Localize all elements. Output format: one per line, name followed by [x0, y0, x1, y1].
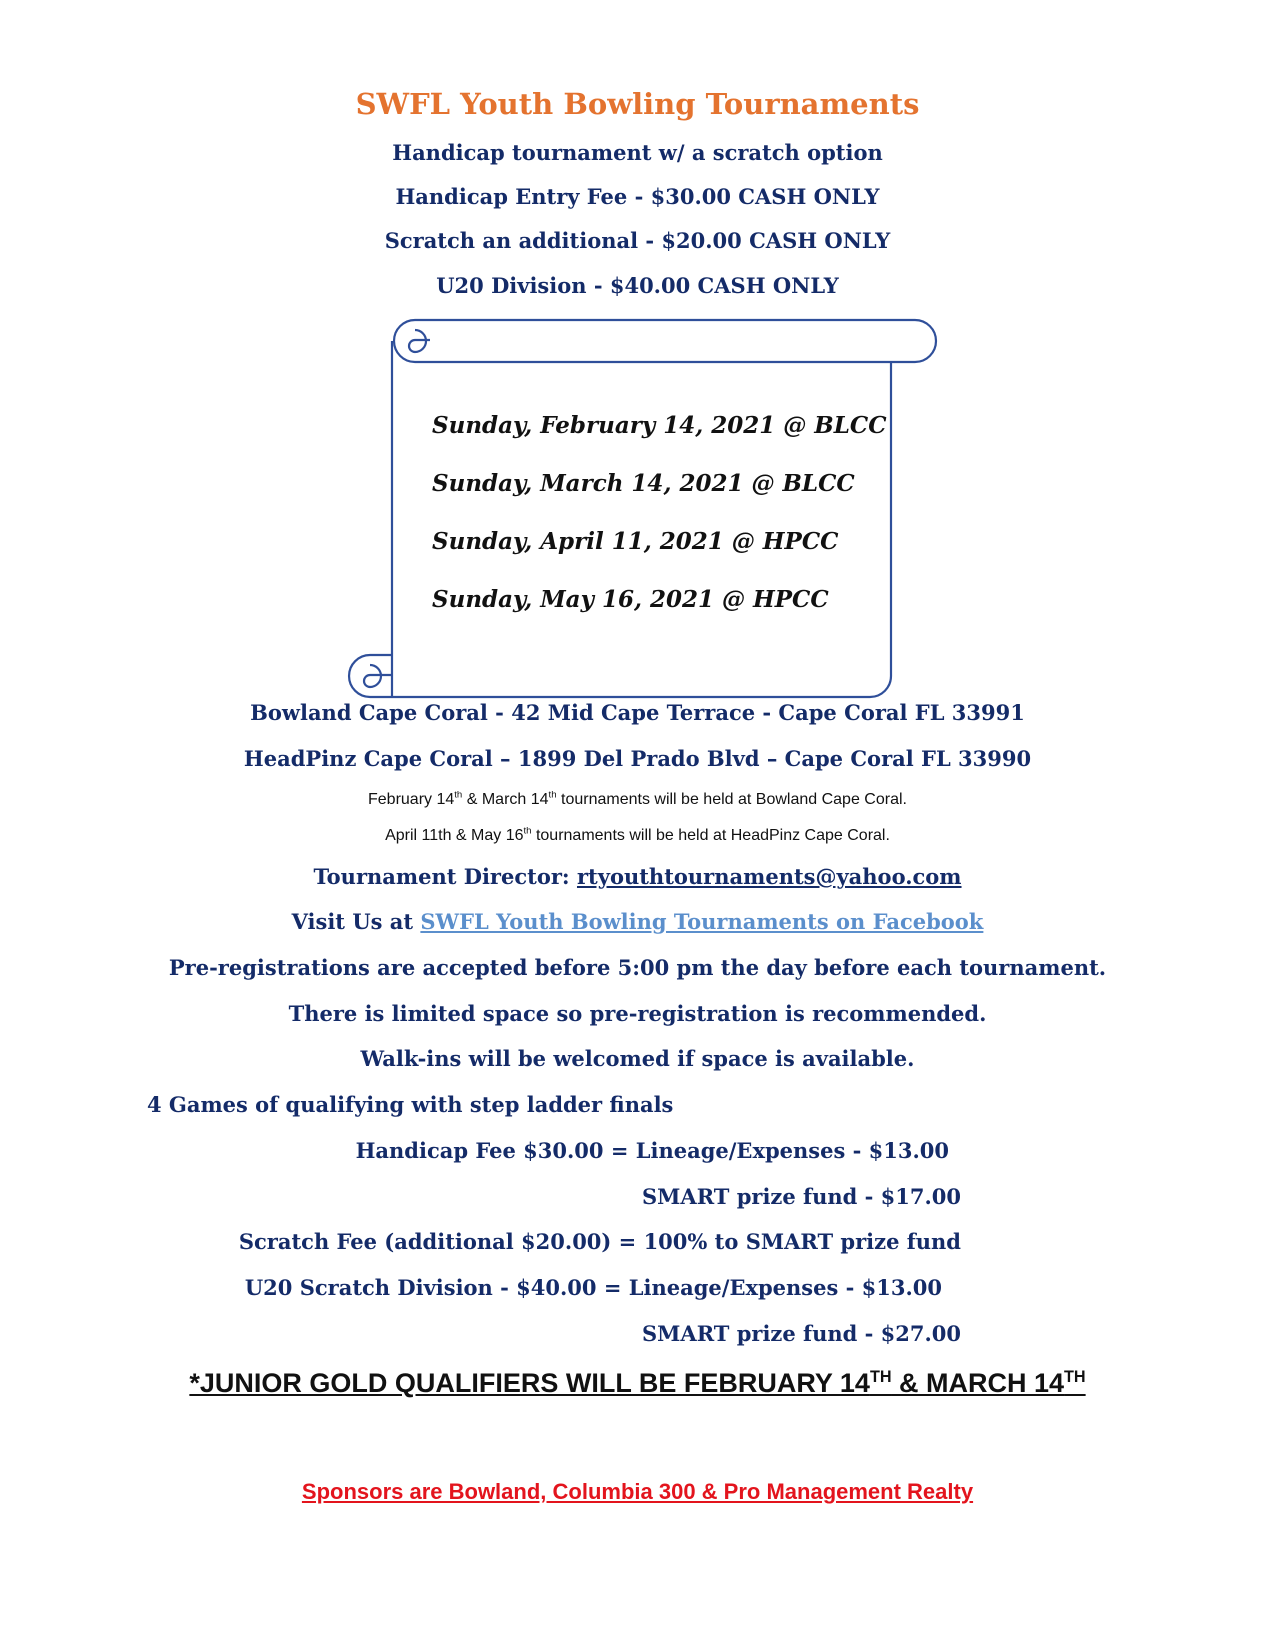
visit-us: Visit Us at SWFL Youth Bowling Tournaments on Facebook	[291, 909, 984, 934]
note-headpinz-dates: April 11th & May 16th tournaments will be held at HeadPinz Cape Coral.	[385, 825, 890, 844]
tournament-director: Tournament Director: rtyouthtournaments@yahoo.com	[313, 864, 962, 889]
junior-gold-notice: *JUNIOR GOLD QUALIFIERS WILL BE FEBRUARY 14TH & MARCH 14TH	[189, 1368, 1086, 1398]
date-apr-11: Sunday, April 11, 2021 @ HPCC	[432, 528, 839, 555]
sponsors: Sponsors are Bowland, Columbia 300 & Pro Management Realty	[301, 1479, 974, 1504]
date-feb-14: Sunday, February 14, 2021 @ BLCC	[432, 412, 887, 439]
qualifying-format: 4 Games of qualifying with step ladder finals	[147, 1092, 674, 1117]
u20-prize-fund: SMART prize fund - $27.00	[641, 1321, 961, 1346]
facebook-link[interactable]: SWFL Youth Bowling Tournaments on Facebook	[420, 909, 984, 934]
page-title: SWFL Youth Bowling Tournaments	[355, 87, 920, 121]
info-walk-ins: Walk-ins will be welcomed if space is available.	[360, 1046, 915, 1071]
handicap-fee-breakdown: Handicap Fee $30.00 = Lineage/Expenses - $13.00	[355, 1138, 949, 1163]
date-mar-14: Sunday, March 14, 2021 @ BLCC	[432, 470, 855, 497]
info-limited-space: There is limited space so pre-registration is recommended.	[288, 1001, 987, 1026]
director-email-link[interactable]: rtyouthtournaments@yahoo.com	[576, 864, 962, 889]
location-headpinz: HeadPinz Cape Coral – 1899 Del Prado Blvd – Cape Coral FL 33990	[243, 746, 1032, 771]
u20-fee-breakdown: U20 Scratch Division - $40.00 = Lineage/Expenses - $13.00	[244, 1275, 942, 1300]
note-bowland-dates: February 14th & March 14th tournaments will be held at Bowland Cape Coral.	[368, 789, 907, 808]
date-may-16: Sunday, May 16, 2021 @ HPCC	[432, 586, 829, 613]
subtitle: Handicap tournament w/ a scratch option	[392, 140, 883, 165]
scratch-fee-breakdown: Scratch Fee (additional $20.00) = 100% to SMART prize fund	[238, 1229, 961, 1254]
info-preregistration: Pre-registrations are accepted before 5:00 pm the day before each tournament.	[168, 955, 1107, 980]
fee-u20: U20 Division - $40.00 CASH ONLY	[436, 273, 839, 298]
fee-handicap-entry: Handicap Entry Fee - $30.00 CASH ONLY	[395, 184, 880, 209]
handicap-prize-fund: SMART prize fund - $17.00	[641, 1184, 961, 1209]
location-bowland: Bowland Cape Coral - 42 Mid Cape Terrace - Cape Coral FL 33991	[250, 700, 1025, 725]
fee-scratch: Scratch an additional - $20.00 CASH ONLY	[384, 228, 891, 253]
